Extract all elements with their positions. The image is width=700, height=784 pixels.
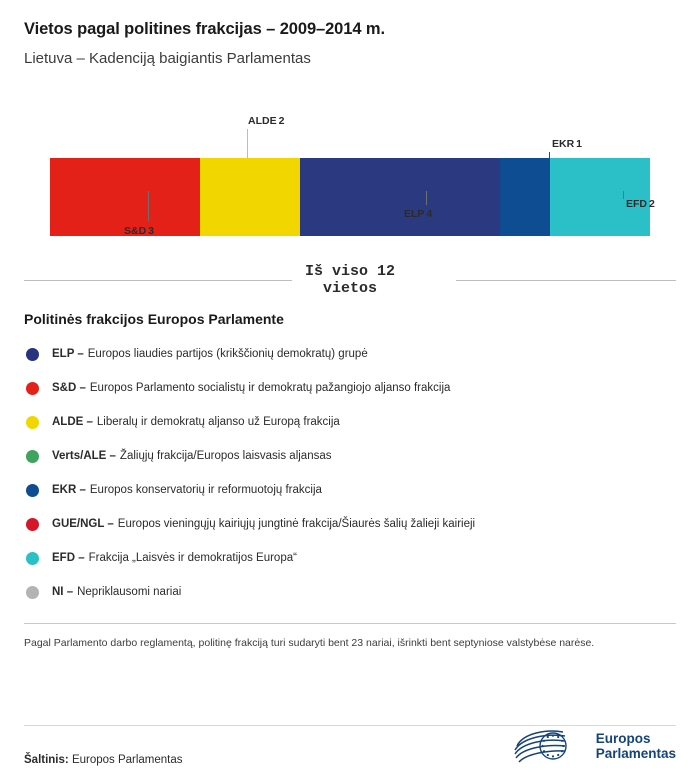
segment-label-ekr: EKR — [552, 138, 575, 150]
legend-abbr-verts-ale: Verts/ALE – — [52, 450, 116, 462]
legend-desc-elp: Europos liaudies partijos (krikščionių demokratų) grupė — [87, 348, 368, 360]
bar-segment-alde — [200, 158, 300, 236]
legend-abbr-gue-ngl: GUE/NGL – — [52, 518, 114, 530]
legend-item-elp — [24, 337, 676, 371]
source-text — [24, 754, 183, 766]
segment-callout-ekr — [552, 138, 582, 150]
segment-label-efd: EFD — [626, 198, 647, 210]
legend-color-dot-gue-ngl — [26, 518, 39, 531]
leader-line-sd — [148, 191, 149, 221]
segment-value-sd: 3 — [148, 225, 155, 237]
segment-callout-sd — [124, 225, 154, 237]
leader-line-efd — [623, 191, 624, 199]
segment-label-elp: ELP — [404, 208, 425, 220]
segment-callout-elp — [404, 208, 432, 220]
legend-color-dot-alde — [26, 416, 39, 429]
legend-desc-sd: Europos Parlamento socialistų ir demokratų pažangiojo aljanso frakcija — [89, 382, 451, 394]
segment-callout-alde — [248, 115, 284, 127]
legend-color-dot-elp — [26, 348, 39, 361]
leader-line-alde — [247, 129, 248, 158]
legend-color-dot-verts-ale — [26, 450, 39, 463]
page-subtitle: Lietuva – Kadenciją baigiantis Parlamentas — [24, 50, 311, 67]
legend-color-dot-ni — [26, 586, 39, 599]
legend-item-ni — [24, 575, 676, 609]
total-seats-text — [24, 263, 676, 298]
legend-desc-verts-ale: Žaliųjų frakcija/Europos laisvasis aljansas — [119, 450, 332, 462]
legend-item-efd — [24, 541, 676, 575]
segment-value-efd: 2 — [649, 198, 655, 210]
bar-segment-efd — [550, 158, 650, 236]
segment-callout-efd — [626, 198, 655, 210]
legend-item-ekr — [24, 473, 676, 507]
legend-desc-efd: Frakcija „Laisvės ir demokratijos Europa“ — [88, 552, 297, 564]
seats-stacked-bar-chart — [24, 113, 676, 243]
legend-color-dot-ekr — [26, 484, 39, 497]
bar-segment-elp — [300, 158, 500, 236]
segment-label-alde: ALDE — [248, 115, 277, 127]
ep-logo-text — [596, 731, 676, 761]
ep-logo-line2: Parlamentas — [595, 746, 676, 761]
ep-flag-icon — [513, 726, 587, 766]
legend-item-alde — [24, 405, 676, 439]
total-seats-line1: Iš viso 12 — [304, 263, 395, 280]
legend-abbr-sd: S&D – — [52, 382, 86, 394]
source-row — [24, 726, 676, 766]
total-seats-line2: vietos — [322, 280, 377, 298]
legend-color-dot-sd — [26, 382, 39, 395]
ep-logo-line1: Europos — [595, 730, 651, 746]
european-parliament-logo — [513, 726, 676, 766]
legend-desc-gue-ngl: Europos vieningųjų kairiųjų jungtinė frakcija/Šiaurės šalių žalieji kairieji — [117, 518, 476, 530]
segment-label-sd: S&D — [124, 225, 147, 237]
segment-value-ekr: 1 — [576, 138, 583, 150]
legend-abbr-ekr: EKR – — [52, 484, 86, 496]
legend-abbr-ni: NI – — [52, 586, 74, 598]
legend-abbr-elp: ELP – — [52, 348, 84, 360]
page-title: Vietos pagal politines frakcijas – 2009–2014 m. — [24, 20, 385, 38]
footnote-divider — [24, 623, 676, 624]
legend-desc-ekr: Europos konservatorių ir reformuotojų frakcija — [89, 484, 322, 496]
legend-abbr-alde: ALDE – — [52, 416, 93, 428]
legend-list — [24, 337, 676, 609]
legend-item-gue-ngl — [24, 507, 676, 541]
legend-color-dot-efd — [26, 552, 39, 565]
segment-value-alde: 2 — [278, 115, 285, 127]
source-label: Šaltinis: — [24, 754, 69, 766]
legend-item-sd — [24, 371, 676, 405]
segment-value-elp: 4 — [426, 208, 433, 220]
bar-segment-ekr — [500, 158, 550, 236]
footnote-text: Pagal Parlamento darbo reglamentą, politinę frakciją turi sudaryti bent 23 nariai, išrinkti bent septyniose valstybėse narėse. — [24, 637, 595, 649]
source-value: Europos Parlamentas — [71, 754, 183, 766]
legend-desc-alde: Liberalų ir demokratų aljanso už Europą frakcija — [96, 416, 340, 428]
leader-line-elp — [426, 191, 427, 205]
legend-title: Politinės frakcijos Europos Parlamente — [24, 311, 284, 327]
legend-abbr-efd: EFD – — [52, 552, 85, 564]
legend-item-verts-ale — [24, 439, 676, 473]
legend-desc-ni: Nepriklausomi nariai — [77, 586, 182, 598]
total-seats-row — [24, 263, 676, 309]
